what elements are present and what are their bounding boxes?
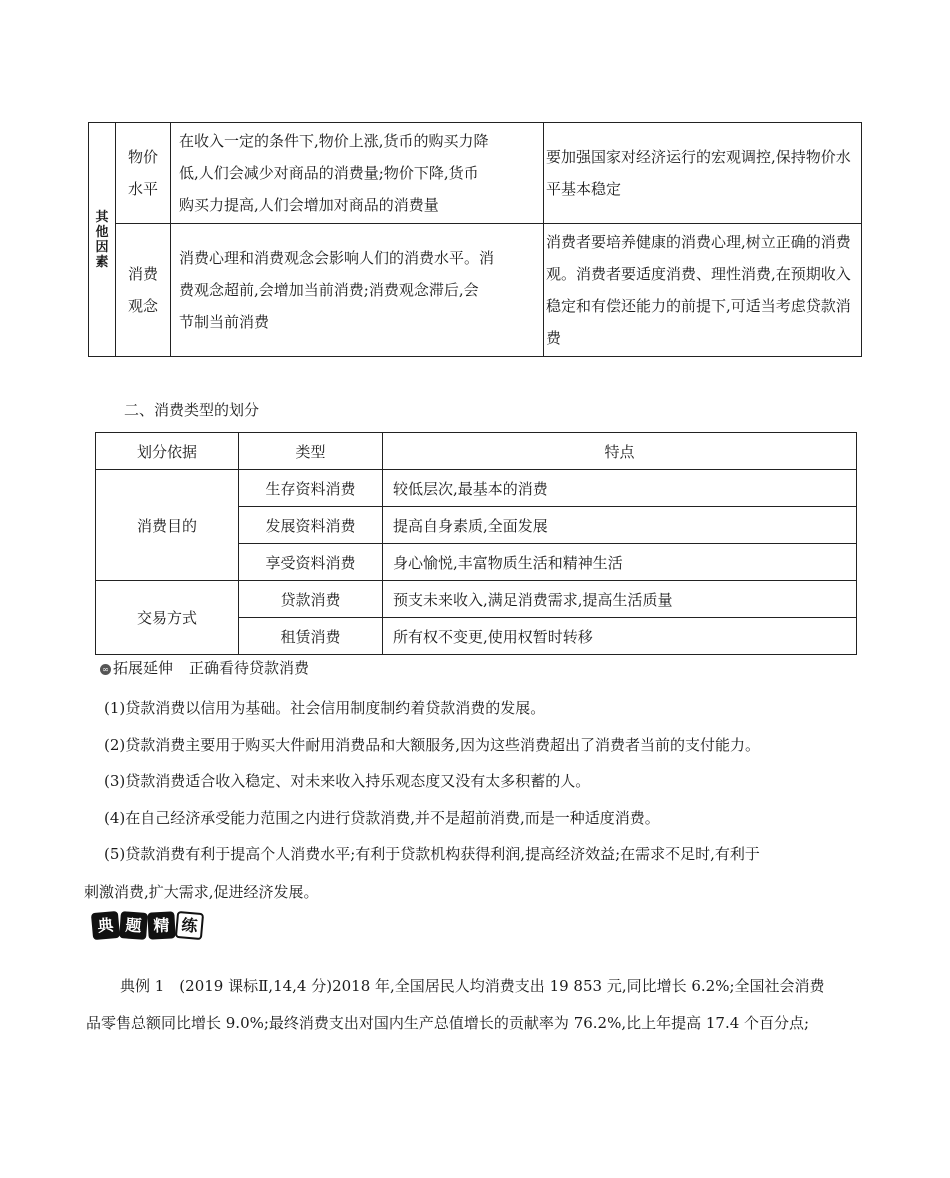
feature-cell: 预支未来收入,满足消费需求,提高生活质量 [383,581,857,618]
header-cell: 特点 [383,433,857,470]
badge-char: 精 [147,911,175,939]
category-cell [89,123,116,357]
badge-char: 练 [175,911,204,940]
extension-point: 刺激消费,扩大需求,促进经济发展。 [84,883,319,901]
table-row [89,224,862,357]
table-row [89,123,862,224]
example-line: 品零售总额同比增长 9.0%;最终消费支出对国内生产总值增长的贡献率为 76.2%,比上年提高 17.4 个百分点; [86,1014,810,1032]
link-icon: ∞ [100,664,111,675]
extension-label: 拓展延伸 [113,659,174,677]
header-cell: 划分依据 [96,433,239,470]
basis-cell: 消费目的 [96,470,239,581]
table-header-row [96,433,857,470]
section-title: 二、消费类型的划分 [124,401,260,419]
type-cell: 生存资料消费 [239,470,383,507]
category-char: 其 [95,209,109,225]
type-cell: 贷款消费 [239,581,383,618]
extension-point: (3)贷款消费适合收入稳定、对未来收入持乐观态度又没有太多积蓄的人。 [104,772,591,790]
feature-cell: 所有权不变更,使用权暂时转移 [383,618,857,655]
badge-char: 题 [119,911,148,940]
description-cell: 消费心理和消费观念会影响人们的消费水平。消 费观念超前,会增加当前消费;消费观念滞后,会 节制当前消费 [171,224,544,357]
factor-cell: 物价 水平 [116,123,171,224]
header-cell: 类型 [239,433,383,470]
description-cell: 在收入一定的条件下,物价上涨,货币的购买力降 低,人们会减少对商品的消费量;物价下降,货币 购买力提高,人们会增加对商品的消费量 [171,123,544,224]
consumption-type-table [95,432,857,655]
feature-cell: 较低层次,最基本的消费 [383,470,857,507]
category-char: 素 [95,254,109,270]
measure-cell: 消费者要培养健康的消费心理,树立正确的消费 观。消费者要适度消费、理性消费,在预期收入 稳定和有偿还能力的前提下,可适当考虑贷款消 费 [544,224,862,357]
factor-cell: 消费 观念 [116,224,171,357]
type-cell: 租赁消费 [239,618,383,655]
extension-point: (1)贷款消费以信用为基础。社会信用制度制约着贷款消费的发展。 [104,699,546,717]
type-cell: 享受资料消费 [239,544,383,581]
type-cell: 发展资料消费 [239,507,383,544]
measure-cell: 要加强国家对经济运行的宏观调控,保持物价水 平基本稳定 [544,123,862,224]
feature-cell: 身心愉悦,丰富物质生活和精神生活 [383,544,857,581]
example-line: 典例 1 (2019 课标Ⅱ,14,4 分)2018 年,全国居民人均消费支出 19 853 元,同比增长 6.2%;全国社会消费 [120,977,825,995]
badge-char: 典 [91,911,120,940]
category-char: 因 [95,239,109,255]
basis-cell: 交易方式 [96,581,239,655]
category-char: 他 [95,224,109,240]
extension-point: (2)贷款消费主要用于购买大件耐用消费品和大额服务,因为这些消费超出了消费者当前的支付能力。 [104,736,761,754]
practice-badge [92,912,203,939]
table-row [96,581,857,618]
table-row [96,470,857,507]
extension-title: 正确看待贷款消费 [189,659,310,677]
extension-heading [100,658,309,678]
other-factors-table [88,122,862,357]
extension-point: (5)贷款消费有利于提高个人消费水平;有利于贷款机构获得利润,提高经济效益;在需求不足时,有利于 [104,845,760,863]
feature-cell: 提高自身素质,全面发展 [383,507,857,544]
extension-point: (4)在自己经济承受能力范围之内进行贷款消费,并不是超前消费,而是一种适度消费。 [104,809,660,827]
